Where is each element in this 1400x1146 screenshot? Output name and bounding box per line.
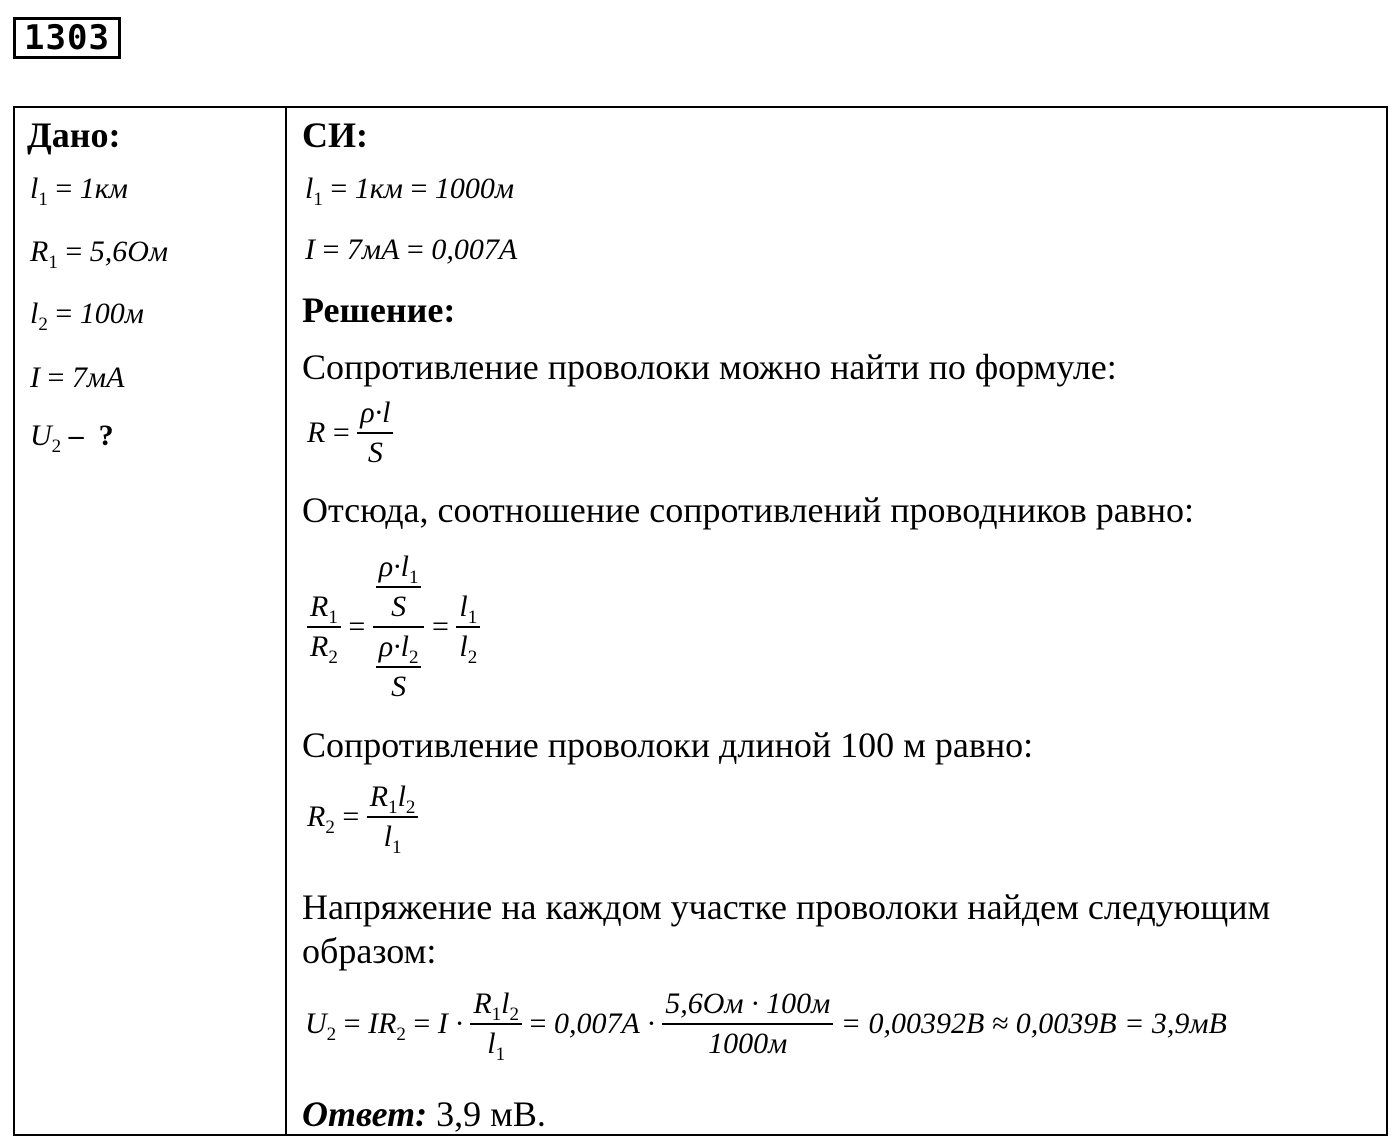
formula-ratio: $\frac{R_1}{R_2}$ = $\frac{\frac{\rho\cdot l_1}{S}}{\frac{\rho\cdot l_2}{S}}$ = $\frac{l_1}{l_2}$ bbox=[307, 548, 480, 706]
column-divider bbox=[285, 106, 287, 1136]
given-header: Дано: bbox=[27, 115, 121, 155]
given-l1: $l_1 = 1км$ bbox=[30, 172, 128, 210]
solution-text-3: Сопротивление проволоки длиной 100 м равно: bbox=[302, 725, 1034, 765]
si-header: СИ: bbox=[302, 115, 368, 155]
formula-U2: $U_2 = IR_2 = I$ · $\frac{R_1l_2}{l_1}$ = 0,007А · 5,6Ом · 100м 1000м = 0,00392В ≈ 0,0039В = 3,9мВ bbox=[305, 987, 1227, 1065]
solution-text-1: Сопротивление проволоки можно найти по формуле: bbox=[302, 347, 1117, 387]
formula-R2: $R_2$ = $\frac{R_1l_2}{l_1}$ bbox=[307, 778, 418, 856]
answer-label: Ответ: bbox=[302, 1094, 428, 1134]
solution-text-4-line1: Напряжение на каждом участке проволоки найдем следующим bbox=[302, 887, 1271, 927]
problem-number: 1303 bbox=[13, 17, 121, 59]
answer bbox=[302, 1093, 546, 1135]
formula-U2-result: = 0,00392В ≈ 0,0039В = 3,9мВ bbox=[840, 1007, 1227, 1040]
formula-resistance: R = $\frac{\rho\cdot l}{S}$ bbox=[307, 394, 393, 472]
si-I: I = 7мА = 0,007А bbox=[305, 233, 518, 266]
given-R1: $R_1 = 5,6Ом$ bbox=[30, 235, 169, 273]
given-I: I = 7мА bbox=[30, 361, 125, 394]
solution-table bbox=[13, 106, 1388, 1136]
solution-text-2: Отсюда, соотношение сопротивлений проводников равно: bbox=[302, 490, 1194, 530]
solution-text-4-line2: образом: bbox=[302, 931, 437, 971]
si-l1: $l_1 = 1км = 1000м$ bbox=[305, 172, 515, 210]
answer-value: 3,9 мВ. bbox=[427, 1094, 546, 1134]
solution-header: Решение: bbox=[302, 290, 456, 330]
given-find: $U_2$ – ? bbox=[30, 419, 114, 457]
given-l2: $l_2 = 100м$ bbox=[30, 297, 144, 335]
